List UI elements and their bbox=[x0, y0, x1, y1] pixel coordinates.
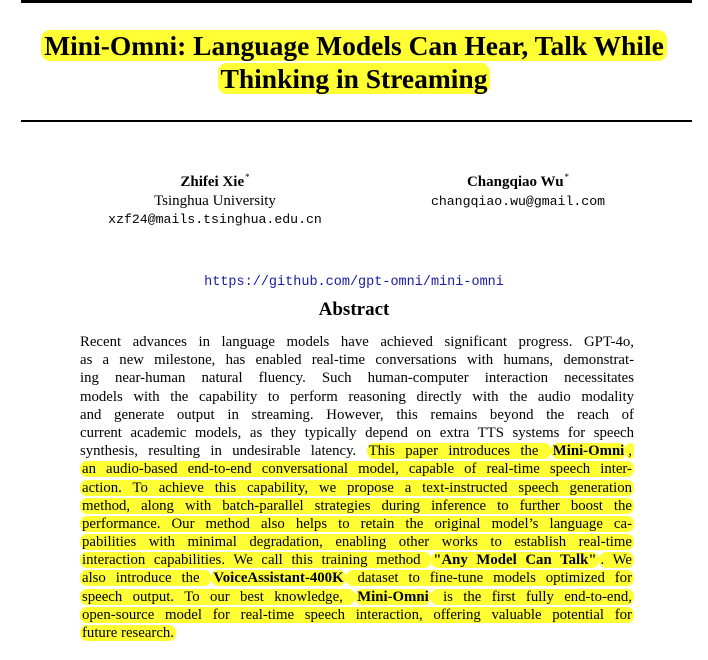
abstract-text: synthesis, resulting in undesirable latency. bbox=[80, 443, 367, 460]
abstract-line bbox=[80, 551, 634, 569]
abstract-text: performance. Our method also helps to retain the original model’s language ca- bbox=[82, 515, 632, 532]
abstract-line bbox=[80, 533, 634, 551]
abstract-text: method, along with batch-parallel strategies during inference to further boost the bbox=[82, 497, 632, 514]
abstract-line bbox=[80, 588, 634, 606]
abstract-text: current academic models, as they typically depend on extra TTS systems for speech bbox=[80, 424, 634, 441]
author-name: Changqiao Wu bbox=[466, 174, 564, 190]
abstract-line bbox=[80, 479, 634, 497]
abstract-line bbox=[80, 333, 634, 351]
abstract-text: action. To achieve this capability, we propose a text-instructed speech generation bbox=[82, 479, 632, 496]
abstract-text: This paper introduces the bbox=[368, 443, 549, 460]
author-email: xzf24@mails.tsinghua.edu.cn bbox=[108, 212, 322, 227]
abstract-line bbox=[80, 388, 634, 406]
abstract-line bbox=[80, 606, 634, 624]
author-affiliation: Tsinghua University bbox=[154, 193, 276, 209]
abstract-line bbox=[80, 406, 634, 424]
abstract-text: Recent advances in language models have achieved significant progress. GPT-4o, bbox=[80, 334, 634, 350]
author-block-2 bbox=[383, 168, 653, 211]
abstract-line bbox=[80, 569, 634, 587]
abstract-text: an audio-based end-to-end conversational model, capable of real-time speech inter- bbox=[82, 461, 632, 478]
abstract-line bbox=[80, 369, 634, 387]
abstract-emphasis: "Any Model Can Talk" bbox=[433, 552, 597, 569]
abstract-heading: Abstract bbox=[318, 299, 390, 320]
abstract-text: open-source model for real-time speech interaction, offering valuable potential for bbox=[82, 606, 632, 623]
abstract-emphasis: VoiceAssistant-400K bbox=[213, 570, 344, 587]
abstract-line bbox=[80, 624, 634, 642]
abstract-text: interaction capabilities. We call this training method bbox=[82, 552, 430, 569]
top-rule bbox=[21, 0, 692, 3]
abstract-line bbox=[80, 351, 634, 369]
paper-title bbox=[0, 29, 708, 95]
abstract-emphasis: Mini-Omni bbox=[552, 443, 625, 460]
abstract-text: ing near-human natural fluency. Such human-computer interaction necessitates bbox=[80, 370, 634, 387]
author-email: changqiao.wu@gmail.com bbox=[430, 194, 606, 209]
author-name: Zhifei Xie bbox=[180, 174, 245, 190]
abstract-line bbox=[80, 424, 634, 442]
abstract-emphasis: Mini-Omni bbox=[357, 588, 429, 605]
abstract-text: future research. bbox=[82, 625, 175, 641]
title-line-2: Thinking in Streaming bbox=[218, 63, 491, 94]
author-name-row bbox=[80, 168, 350, 192]
abstract-line bbox=[80, 515, 634, 533]
abstract-text: is the first fully end-to-end, bbox=[432, 588, 632, 605]
equal-contribution-mark: * bbox=[564, 172, 570, 182]
repository-link[interactable]: https://github.com/gpt-omni/mini-omni bbox=[204, 275, 504, 290]
author-block-1 bbox=[80, 168, 350, 229]
abstract-text: pabilities with minimal degradation, enabling other works to establish real-time bbox=[82, 534, 632, 551]
abstract-body bbox=[80, 333, 634, 642]
abstract-line bbox=[80, 497, 634, 515]
title-bottom-rule bbox=[21, 120, 692, 122]
abstract-text: speech output. To our best knowledge, bbox=[82, 588, 354, 605]
abstract-line bbox=[80, 460, 634, 478]
abstract-text: models with the capability to perform reasoning directly with the audio modality bbox=[80, 388, 634, 405]
title-line-1: Mini-Omni: Language Models Can Hear, Talk While bbox=[41, 30, 667, 61]
abstract-text: , bbox=[628, 443, 632, 460]
abstract-text: dataset to fine-tune models optimized for bbox=[347, 570, 632, 587]
author-name-row bbox=[383, 168, 653, 192]
abstract-line bbox=[80, 442, 634, 460]
abstract-text: . We bbox=[600, 552, 632, 569]
abstract-text: also introduce the bbox=[82, 570, 210, 587]
abstract-text: and generate output in streaming. However, this remains beyond the reach of bbox=[80, 406, 634, 423]
equal-contribution-mark: * bbox=[245, 172, 250, 182]
abstract-text: as a new milestone, has enabled real-time conversations with humans, demonstrat- bbox=[80, 352, 634, 369]
